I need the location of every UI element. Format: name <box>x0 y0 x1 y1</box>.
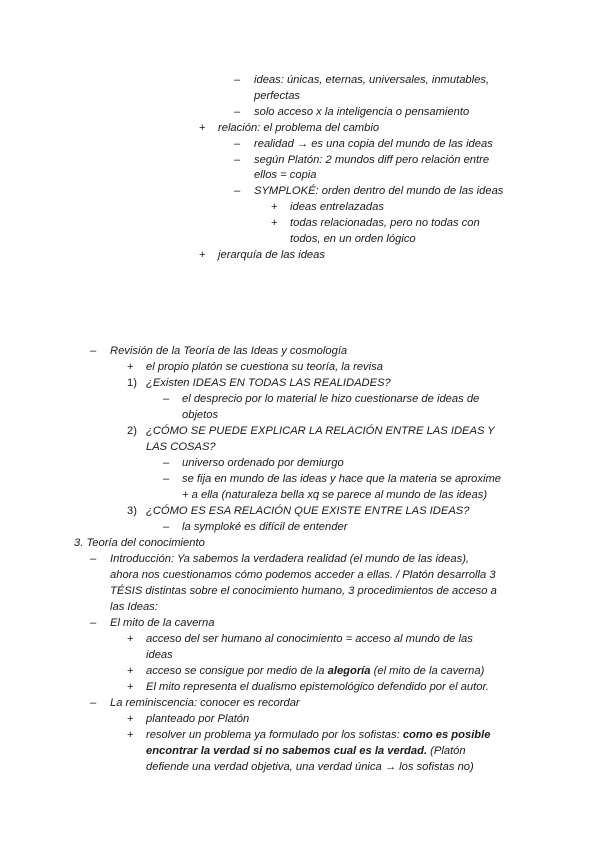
text-line: + a ella (naturaleza bella xq se parece al mundo de las ideas) <box>182 489 488 501</box>
text-line: El mito de la caverna <box>110 617 215 629</box>
text-segment: acceso se consigue por medio de la <box>146 665 328 677</box>
text-line: solo acceso x la inteligencia o pensamiento <box>254 106 470 118</box>
plus-marker: + <box>271 201 278 213</box>
text-line: objetos <box>182 409 219 421</box>
text-line <box>146 663 484 679</box>
text-line: La reminiscencia: conocer es recordar <box>110 697 300 709</box>
plus-marker: + <box>127 681 134 693</box>
text-line: Introducción: Ya sabemos la verdadera realidad (el mundo de las ideas), <box>110 553 470 565</box>
text-line: según Platón: 2 mundos diff pero relación entre <box>254 154 490 166</box>
text-line: LAS COSAS? <box>146 441 216 453</box>
section-heading: 3. Teoría del conocimiento <box>74 537 205 549</box>
text-line: ahora nos cuestionamos cómo podemos acceder a ellas. / Platón desarrolla 3 <box>110 569 496 581</box>
text-line: el desprecio por lo material le hizo cuestionarse de ideas de <box>182 393 480 405</box>
plus-marker: + <box>199 122 206 134</box>
text-line: TÉSIS distintas sobre el conocimiento humano, 3 procedimientos de acceso a <box>110 585 497 597</box>
dash-marker: – <box>234 74 241 86</box>
dash-marker: – <box>234 106 241 118</box>
plus-marker: + <box>127 361 134 373</box>
text-line: SYMPLOKÉ: orden dentro del mundo de las ideas <box>254 185 504 197</box>
plus-marker: + <box>271 217 278 229</box>
plus-marker: + <box>127 713 134 725</box>
dash-marker: – <box>234 138 241 150</box>
dash-marker: – <box>90 617 97 629</box>
plus-marker: + <box>127 665 134 677</box>
dash-marker: – <box>234 154 241 166</box>
bold-term: encontrar la verdad si no sabemos cual es la verdad. <box>146 745 428 757</box>
text-line: ¿CÓMO SE PUEDE EXPLICAR LA RELACIÓN ENTRE LAS IDEAS Y <box>146 425 495 437</box>
dash-marker: – <box>163 393 170 405</box>
text-line: ideas entrelazadas <box>290 201 384 213</box>
text-segment: (Platón <box>427 745 466 757</box>
text-line: todos, en un orden lógico <box>290 233 416 245</box>
text-line: la symploké es difícil de entender <box>182 521 348 533</box>
dash-marker: – <box>163 457 170 469</box>
text-line: ellos = copia <box>254 169 317 181</box>
text-line <box>146 727 490 743</box>
text-line: relación: el problema del cambio <box>218 122 380 134</box>
text-line: universo ordenado por demiurgo <box>182 457 344 469</box>
text-line: jerarquía de las ideas <box>218 249 325 261</box>
text-line <box>146 743 466 759</box>
text-line: el propio platón se cuestiona su teoría, la revisa <box>146 361 383 373</box>
dash-marker: – <box>163 473 170 485</box>
bold-term: como es posible <box>402 729 491 741</box>
dash-marker: – <box>163 521 170 533</box>
text-segment: (el mito de la caverna) <box>370 665 485 677</box>
text-line: se fija en mundo de las ideas y hace que la materia se aproxime <box>182 473 502 485</box>
text-line: todas relacionadas, pero no todas con <box>290 217 480 229</box>
dash-marker: – <box>90 345 97 357</box>
plus-marker: + <box>199 249 206 261</box>
text-line: ¿Existen IDEAS EN TODAS LAS REALIDADES? <box>146 377 391 389</box>
plus-marker: + <box>127 729 134 741</box>
number-marker: 2) <box>127 425 137 437</box>
dash-marker: – <box>234 185 241 197</box>
text-line: acceso del ser humano al conocimiento = acceso al mundo de las <box>146 633 473 645</box>
text-line: defiende una verdad objetiva, una verdad única → los sofistas no) <box>146 761 474 773</box>
text-line: perfectas <box>254 90 301 102</box>
text-segment: resolver un problema ya formulado por los sofistas: <box>146 729 403 741</box>
number-marker: 1) <box>127 377 137 389</box>
text-line: Revisión de la Teoría de las Ideas y cosmología <box>110 345 348 357</box>
dash-marker: – <box>90 553 97 565</box>
plus-marker: + <box>127 633 134 645</box>
text-line: realidad → es una copia del mundo de las ideas <box>254 138 493 150</box>
text-line: ideas: únicas, eternas, universales, inmutables, <box>254 74 490 86</box>
dash-marker: – <box>90 697 97 709</box>
text-line: ¿CÓMO ES ESA RELACIÓN QUE EXISTE ENTRE LAS IDEAS? <box>146 505 470 517</box>
text-line: El mito representa el dualismo epistemológico defendido por el autor. <box>146 681 489 693</box>
bold-term: alegoría <box>327 665 371 677</box>
text-line: planteado por Platón <box>146 713 250 725</box>
number-marker: 3) <box>127 505 137 517</box>
text-line: las Ideas: <box>110 601 158 613</box>
text-line: ideas <box>146 649 173 661</box>
